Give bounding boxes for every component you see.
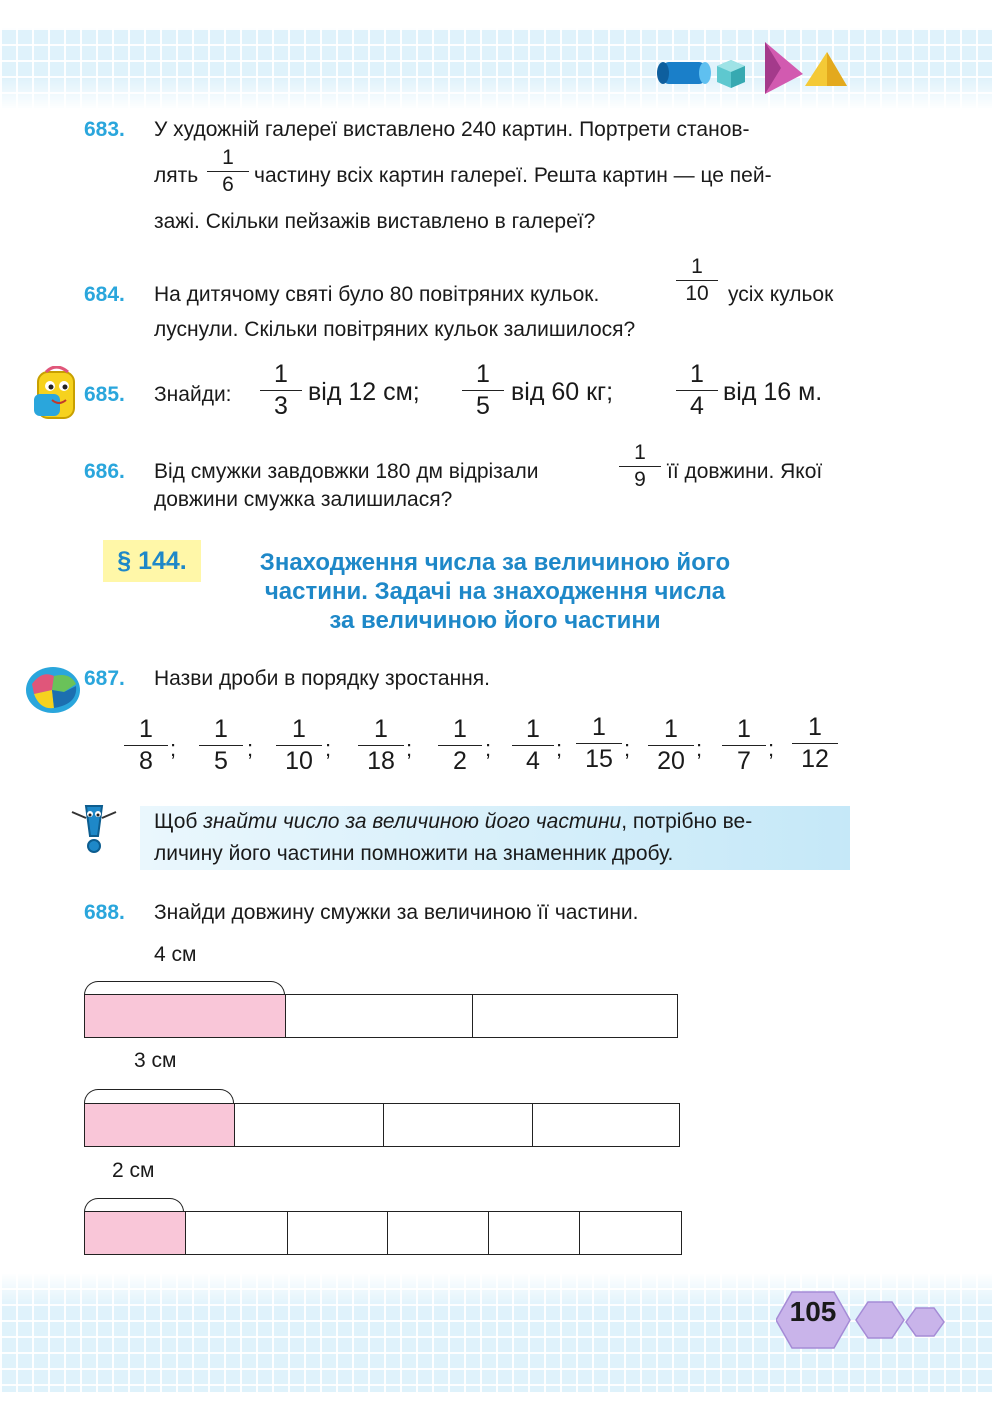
fraction-separator: ; [247,736,254,761]
section-number: § 144. [103,540,201,582]
exclamation-mascot-icon [64,800,124,856]
fraction-9: 1 7 [722,716,766,775]
section-title-line-1: Знаходження числа за величиною його [259,549,731,576]
task-683-line1: У художній галереї виставлено 240 картин. Портрети станов- [154,118,750,141]
cube-icon [717,60,745,88]
task-683-line3: зажі. Скільки пейзажів виставлено в галереї? [154,210,596,233]
strip-1 [84,994,678,1038]
fraction-separator: ; [696,736,703,761]
strip-segment [580,1212,681,1254]
task-685-item-3: від 16 м. [723,378,823,406]
strip-3-brace [84,1198,184,1212]
task-684-fraction: 1 10 [676,256,718,305]
task-686-fraction: 1 9 [619,442,661,491]
section-title [205,548,785,635]
strip-segment-known [85,1212,186,1254]
task-684-line1-post: усіх кульок [728,283,834,306]
strip-segment [186,1212,288,1254]
strip-segment [473,995,677,1037]
fraction-separator: ; [768,736,775,761]
fraction-separator: ; [406,736,413,761]
pyramid-icon [805,52,847,86]
fraction-6: 1 4 [512,716,554,775]
fraction-separator: ; [624,736,631,761]
fraction-separator: ; [485,736,492,761]
strip-segment [286,995,473,1037]
task-687-number: 687. [84,667,125,690]
strip-segment [288,1212,388,1254]
geometric-shapes [655,40,850,100]
hexagon-icon [856,1302,904,1338]
strip-segment [235,1104,384,1146]
fraction-10: 1 12 [792,714,838,773]
strip-3-label: 2 см [112,1159,155,1182]
task-684-line2: луснули. Скільки повітряних кульок залишилося? [154,318,636,341]
strip-segment [384,1104,533,1146]
hexagon-icon [906,1308,944,1336]
task-683-fraction: 1 6 [207,147,249,196]
strip-segment [533,1104,679,1146]
puzzle-globe-icon [24,664,82,716]
section-title-line-3: за величиною його частини [329,607,661,634]
page-number: 105 [789,1296,837,1327]
task-685-fraction-2: 1 5 [462,361,504,420]
task-686-line2: довжини смужка залишилася? [154,488,453,511]
task-685-number: 685. [84,383,125,406]
strip-1-brace [84,981,285,995]
task-688-text: Знайди довжину смужки за величиною її частини. [154,901,639,924]
task-687-text: Назви дроби в порядку зростання. [154,667,490,690]
task-685-item-1: від 12 см; [308,378,420,406]
cylinder-icon [657,62,711,84]
strip-1-label: 4 см [154,943,197,966]
task-686-line1-post: її довжини. Якої [667,460,823,483]
task-683-line2-pre: лять [154,164,199,187]
backpack-mascot-icon [28,366,84,424]
fraction-3: 1 10 [276,716,322,775]
task-685-fraction-1: 1 3 [260,361,302,420]
task-683-number: 683. [84,118,125,141]
task-684-line1-pre: На дитячому святі було 80 повітряних кульок. [154,283,600,306]
task-685-item-2: від 60 кг; [511,378,614,406]
fraction-4: 1 18 [358,716,404,775]
fraction-separator: ; [556,736,563,761]
strip-2-label: 3 см [134,1049,177,1072]
fraction-1: 1 8 [124,716,168,775]
fraction-5: 1 2 [438,716,482,775]
task-688-number: 688. [84,901,125,924]
rule-line-2: личину його частини помножити на знаменник дробу. [154,842,674,865]
cone-icon [765,42,803,94]
fraction-8: 1 20 [648,716,694,775]
task-684-number: 684. [84,283,125,306]
strip-segment [489,1212,580,1254]
task-685-fraction-3: 1 4 [676,361,718,420]
strip-2-brace [84,1089,234,1103]
strip-segment-known [85,995,286,1037]
task-683-line2-post: частину всіх картин галереї. Решта картин — це пей- [254,164,772,187]
strip-2 [84,1103,680,1147]
fraction-separator: ; [170,736,177,761]
fraction-7: 1 15 [576,714,622,773]
strip-segment [388,1212,489,1254]
task-686-number: 686. [84,460,125,483]
rule-emphasis: знайти число за величиною його частини [203,810,622,833]
task-685-label: Знайди: [154,383,232,406]
fraction-2: 1 5 [199,716,243,775]
fraction-separator: ; [325,736,332,761]
strip-segment-known [85,1104,235,1146]
task-686-line1-pre: Від смужки завдовжки 180 дм відрізали [154,460,539,483]
rule-text: Щоб знайти число за величиною його частини, потрібно ве- личину його частини помножити на знаменник дробу. [154,806,849,870]
section-title-line-2: частини. Задачі на знаходження числа [264,578,726,605]
strip-3 [84,1211,682,1255]
